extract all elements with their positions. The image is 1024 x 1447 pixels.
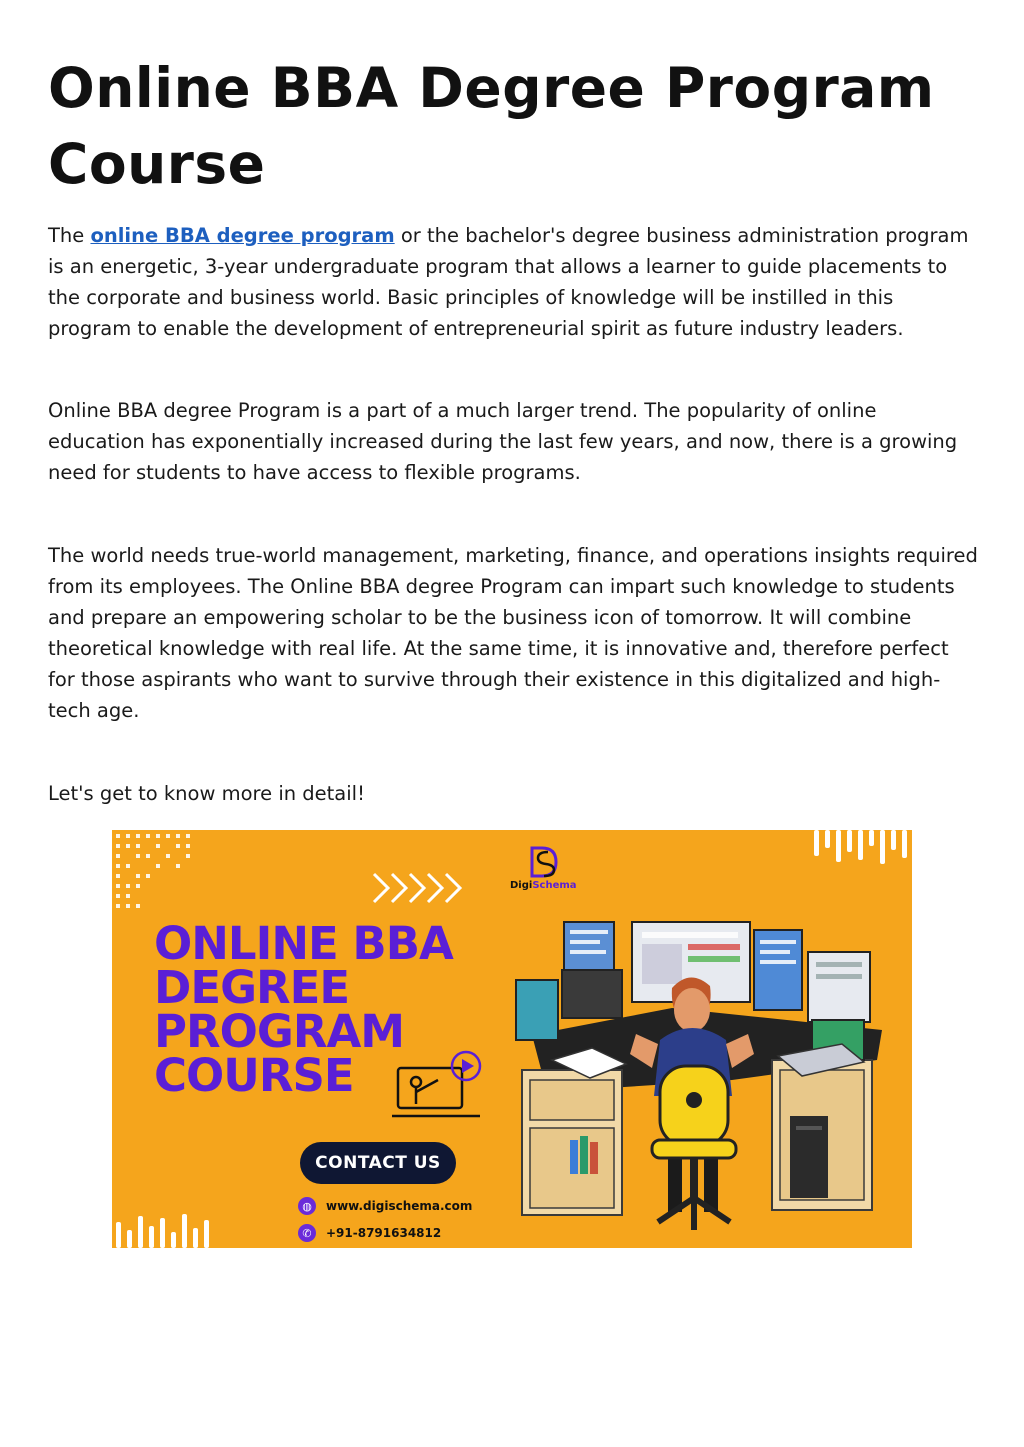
banner-title-line: COURSE: [154, 1049, 354, 1102]
phone-icon: ✆: [298, 1224, 316, 1242]
banner-title-line: PROGRAM: [154, 1005, 405, 1058]
phone-text: +91-8791634812: [326, 1226, 442, 1240]
bba-program-link[interactable]: online BBA degree program: [90, 224, 395, 247]
website-text: www.digischema.com: [326, 1199, 473, 1213]
page-title: Online BBA Degree Program Course: [48, 56, 935, 196]
brand-prefix: Digi: [510, 880, 533, 891]
phone-row[interactable]: [298, 1223, 441, 1243]
banner-title-line: DEGREE: [154, 961, 350, 1014]
brand-suffix: Schema: [532, 880, 577, 891]
sound-bars-bottom-decoration: [116, 1214, 209, 1248]
banner-title-line: ONLINE BBA: [154, 917, 453, 970]
contact-us-button[interactable]: CONTACT US: [300, 1142, 456, 1184]
dot-grid-decoration: [116, 834, 190, 908]
document-page: [48, 50, 978, 805]
intro-suffix: or the bachelor's degree business administration program is an energetic, 3-year undergraduate program that allows a learner to guide placements to the corporate and business world. Basic principles of knowledge will be instilled in this program to enable the development of entrepreneurial spirit as future industry leaders.: [48, 224, 969, 340]
banner-brand-name: [510, 880, 577, 891]
chair-illustration: [652, 1066, 736, 1230]
closing-paragraph: Let's get to know more in detail!: [48, 782, 365, 805]
chevrons-icon: [374, 874, 460, 902]
website-row[interactable]: [298, 1196, 472, 1216]
trend-paragraph: Online BBA degree Program is a part of a much larger trend. The popularity of online education has exponentially increased during the last few years, and now, there is a growing need for students to have access to flexible programs.: [48, 399, 958, 484]
digischema-logo-icon: [532, 848, 556, 876]
insights-paragraph: The world needs true-world management, marketing, finance, and operations insights required from its employees. The Online BBA degree Program can impart such knowledge to students and prepare an empowering scholar to be the business icon of tomorrow. It will combine theoretical knowledge with real life. At the same time, it is innovative and, therefore perfect for those aspirants who want to survive through their existence in this digitalized and high-tech age.: [48, 544, 978, 722]
intro-paragraph: [48, 220, 978, 344]
sound-bars-top-decoration: [814, 830, 907, 864]
banner-title: [154, 917, 534, 1102]
globe-icon: ◍: [298, 1197, 316, 1215]
promo-banner: [112, 830, 912, 1248]
workstation-illustration: [516, 922, 882, 1230]
intro-prefix: The: [48, 224, 91, 247]
